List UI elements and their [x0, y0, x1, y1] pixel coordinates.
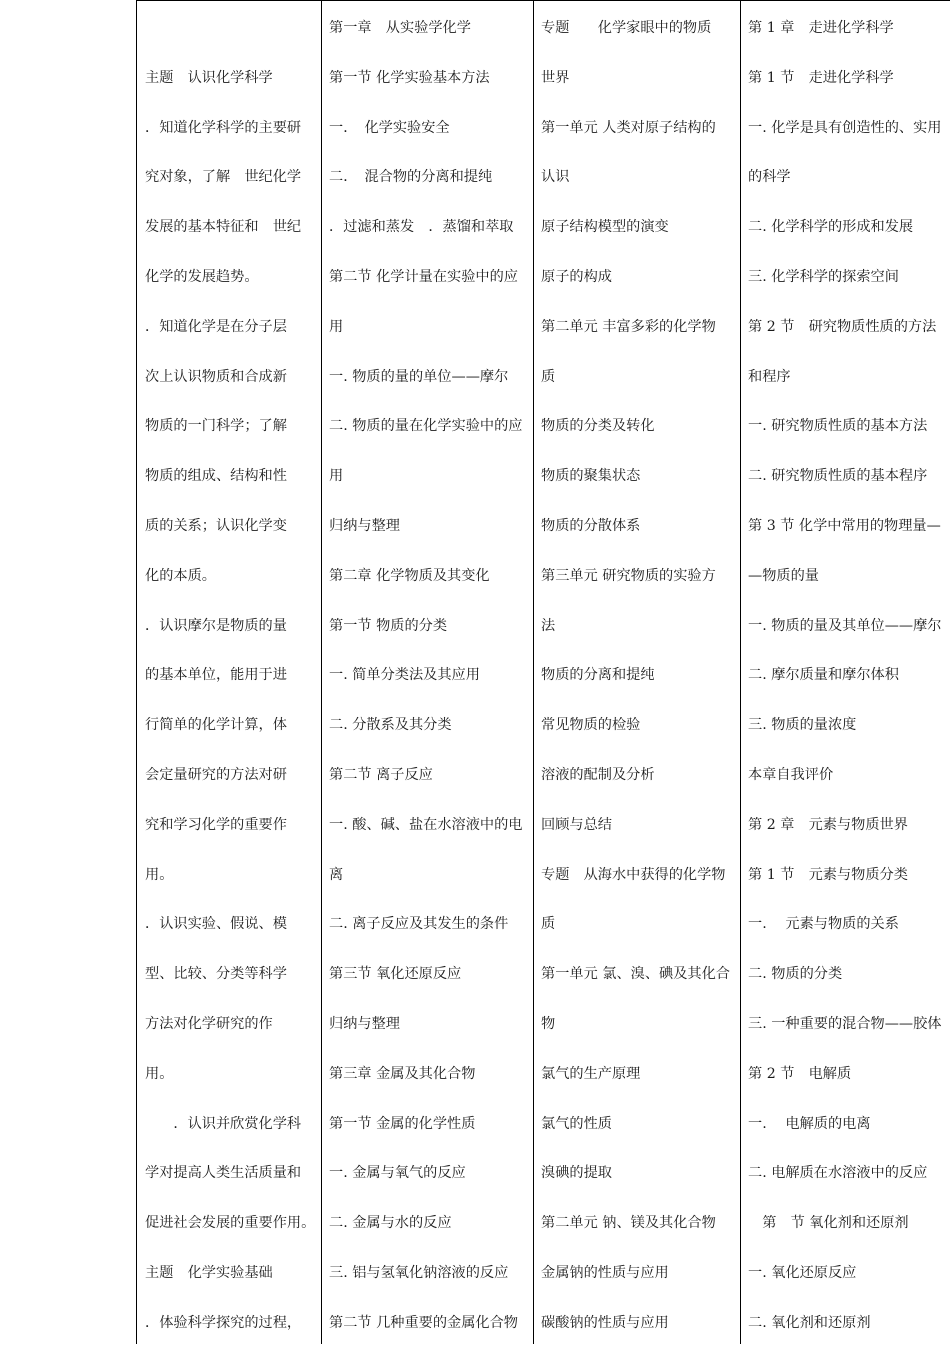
text-line: —物质的量 [748, 567, 819, 584]
text-line: 二. 研究物质性质的基本程序 [748, 468, 928, 485]
text-line: 第 1 节 元素与物质分类 [748, 866, 908, 883]
text-line: 次上认识物质和合成新 [145, 368, 287, 385]
text-line: 第三单元 研究物质的实验方 [541, 567, 716, 584]
text-line: 的基本单位，能用于进 [145, 667, 287, 684]
text-line: 第一单元 氯、溴、碘及其化合 [541, 966, 730, 983]
table-column-standards [136, 0, 321, 1344]
text-line: 第 2 节 电解质 [748, 1065, 852, 1082]
text-line: 三. 一种重要的混合物——胶体 [748, 1015, 942, 1032]
text-line: 一. 研究物质性质的基本方法 [748, 418, 928, 435]
text-line: 第一节 化学实验基本方法 [329, 69, 490, 86]
text-line: 专题 化学家眼中的物质 [541, 20, 712, 36]
text-line: 离 [329, 866, 344, 883]
text-line: 化学的发展趋势。 [145, 268, 259, 285]
text-line: 究和学习化学的重要作 [145, 816, 287, 833]
text-line: 第一节 物质的分类 [329, 617, 448, 634]
text-line: 一. 简单分类法及其应用 [329, 667, 480, 684]
text-line: 一. 化学是具有创造性的、实用 [748, 119, 942, 136]
text-line: 第一章 从实验学化学 [329, 20, 471, 36]
text-line: 用。 [145, 1065, 174, 1082]
column-lines [534, 0, 740, 1361]
text-line: 物质的分散体系 [541, 517, 641, 534]
text-line: 常见物质的检验 [541, 717, 641, 734]
text-line: 一. 氧化还原反应 [748, 1264, 857, 1281]
text-line: ．认识摩尔是物质的量 [145, 617, 287, 634]
text-line: 学对提高人类生活质量和 [145, 1165, 302, 1182]
text-line: 主题 认识化学科学 [145, 69, 273, 86]
text-line: 用。 [145, 866, 174, 883]
text-line: ．认识实验、假说、模 [145, 916, 287, 933]
text-line: 发展的基本特征和 世纪 [145, 219, 302, 236]
text-line: 第三节 氧化还原反应 [329, 966, 462, 983]
table-column-textbook-a [321, 0, 533, 1344]
text-line: 第 1 章 走进化学科学 [748, 20, 894, 36]
text-line: 一. 物质的量及其单位——摩尔 [748, 617, 942, 634]
text-line: 金属钠的性质与应用 [541, 1264, 669, 1281]
text-line: 三. 化学科学的探索空间 [748, 268, 899, 285]
text-line: ．过滤和蒸发 ．蒸馏和萃取 [329, 219, 514, 236]
column-lines [137, 0, 321, 1361]
text-line: 会定量研究的方法对研 [145, 766, 287, 783]
column-lines [741, 0, 950, 1361]
text-line: 的科学 [748, 169, 791, 186]
text-line: 二. 化学科学的形成和发展 [748, 219, 914, 236]
text-line: 二. 物质的量在化学实验中的应 [329, 418, 523, 435]
table-column-textbook-b [533, 0, 740, 1344]
text-line: ．知道化学科学的主要研 [145, 119, 302, 136]
text-line: 促进社会发展的重要作用。 [145, 1215, 316, 1232]
text-line: 二． 混合物的分离和提纯 [329, 169, 493, 186]
text-line: 原子结构模型的演变 [541, 219, 669, 236]
text-line: 方法对化学研究的作 [145, 1015, 273, 1032]
text-line: 二. 金属与水的反应 [329, 1215, 452, 1232]
text-line: 第一节 金属的化学性质 [329, 1115, 476, 1132]
text-line: 第 1 节 走进化学科学 [748, 69, 894, 86]
text-line: 本章自我评价 [748, 766, 834, 783]
text-line: 原子的构成 [541, 268, 612, 285]
text-line: 认识 [541, 169, 570, 186]
text-line: 第 2 章 元素与物质世界 [748, 816, 908, 833]
text-line: 第二节 几种重要的金属化合物 [329, 1314, 518, 1331]
text-line: 第 3 节 化学中常用的物理量— [748, 517, 941, 534]
text-line: 第二节 离子反应 [329, 766, 433, 783]
text-line: 一. 酸、碱、盐在水溶液中的电 [329, 816, 523, 833]
text-line: 第 2 节 研究物质性质的方法 [748, 318, 937, 335]
text-line: 一. 元素与物质的关系 [748, 916, 899, 933]
table-column-textbook-c [740, 0, 950, 1344]
text-line: 一. 金属与氧气的反应 [329, 1165, 466, 1182]
column-lines [322, 0, 533, 1361]
text-line: 归纳与整理 [329, 1015, 400, 1032]
text-line: 质 [541, 368, 556, 385]
text-line: 第二单元 丰富多彩的化学物 [541, 318, 716, 335]
text-line: 物质的一门科学；了解 [145, 418, 287, 435]
text-line: 法 [541, 617, 556, 634]
text-line: 二. 摩尔质量和摩尔体积 [748, 667, 899, 684]
text-line: 化的本质。 [145, 567, 216, 584]
text-line: 溴碘的提取 [541, 1165, 612, 1182]
text-line: 溶液的配制及分析 [541, 766, 655, 783]
text-line: 第二节 化学计量在实验中的应 [329, 268, 518, 285]
text-line: 第一单元 人类对原子结构的 [541, 119, 716, 136]
text-line: 世界 [541, 69, 570, 86]
text-line: 回顾与总结 [541, 816, 612, 833]
text-line: 究对象，了解 世纪化学 [145, 169, 302, 186]
text-line [137, 16, 321, 66]
text-line: 物 [541, 1015, 556, 1032]
text-line: 专题 从海水中获得的化学物 [541, 866, 726, 883]
text-line: 用 [329, 468, 344, 485]
text-line: 物质的聚集状态 [541, 468, 641, 485]
text-line: 物质的分类及转化 [541, 418, 655, 435]
text-line: 归纳与整理 [329, 517, 400, 534]
text-line: 二. 电解质在水溶液中的反应 [748, 1165, 928, 1182]
text-line: 二. 离子反应及其发生的条件 [329, 916, 509, 933]
text-line: 一. 电解质的电离 [748, 1115, 871, 1132]
text-line: 碳酸钠的性质与应用 [541, 1314, 669, 1331]
text-line: 物质的组成、结构和性 [145, 468, 287, 485]
text-line: 第二章 化学物质及其变化 [329, 567, 490, 584]
text-line: 一. 物质的量的单位——摩尔 [329, 368, 509, 385]
text-line: 氯气的生产原理 [541, 1065, 641, 1082]
text-line: 一． 化学实验安全 [329, 119, 450, 136]
text-line: 物质的分离和提纯 [541, 667, 655, 684]
text-line: 三. 铝与氢氧化钠溶液的反应 [329, 1264, 509, 1281]
text-line: 第 节 氧化剂和还原剂 [748, 1215, 909, 1232]
text-line: 二. 物质的分类 [748, 966, 843, 983]
text-line: 第二单元 钠、镁及其化合物 [541, 1215, 716, 1232]
text-line: 二. 分散系及其分类 [329, 717, 452, 734]
text-line: 质的关系；认识化学变 [145, 517, 287, 534]
text-line: ．体验科学探究的过程， [145, 1314, 302, 1331]
text-line: 行简单的化学计算，体 [145, 717, 287, 734]
text-line: 三. 物质的量浓度 [748, 717, 857, 734]
text-line: 用 [329, 318, 344, 335]
text-line: 主题 化学实验基础 [145, 1264, 273, 1281]
text-line: 型、比较、分类等科学 [145, 966, 287, 983]
text-line: 第三章 金属及其化合物 [329, 1065, 476, 1082]
text-line: 氯气的性质 [541, 1115, 612, 1132]
text-line: ．知道化学是在分子层 [145, 318, 287, 335]
text-line: ．认识并欣赏化学科 [145, 1115, 302, 1132]
text-line: 和程序 [748, 368, 791, 385]
text-line: 二. 氧化剂和还原剂 [748, 1314, 871, 1331]
text-line: 质 [541, 916, 556, 933]
